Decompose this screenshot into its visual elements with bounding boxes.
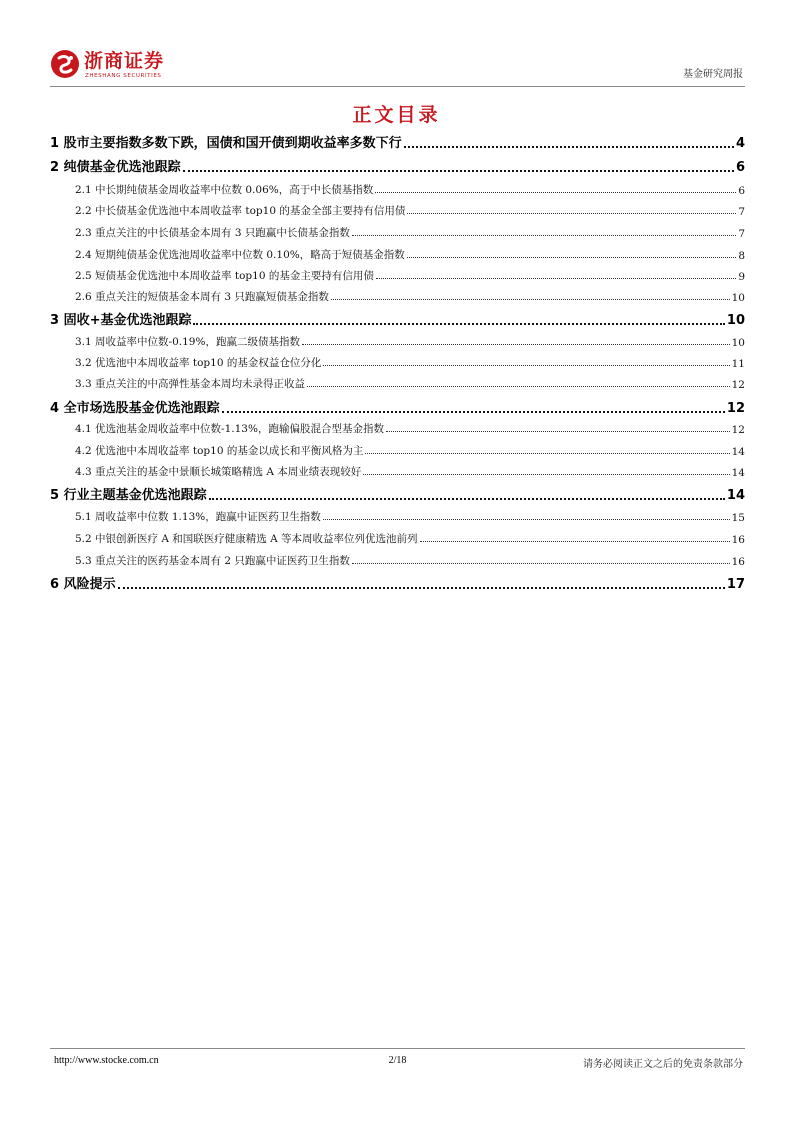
toc-dot-leader — [331, 299, 730, 300]
toc-section-entry[interactable] — [50, 247, 745, 262]
toc-entry-title: 3.2 优选池中本周收益率 top10 的基金权益仓位分化 — [75, 357, 322, 369]
toc-entry-title: 3.3 重点关注的中高弹性基金本周均未录得正收益 — [75, 378, 306, 390]
toc-entry-page-number: 17 — [726, 577, 745, 592]
toc-dot-leader — [365, 453, 729, 454]
toc-entry-title: 1 股市主要指数多数下跌，国债和国开债到期收益率多数下行 — [50, 136, 402, 151]
toc-entry-title: 4.1 优选池基金周收益率中位数-1.13%，跑输偏股混合型基金指数 — [75, 423, 384, 435]
toc-section-entry[interactable] — [50, 334, 745, 349]
toc-entry-title: 2 纯债基金优选池跟踪 — [50, 160, 181, 175]
footer-disclaimer: 请务必阅读正文之后的免责条款部分 — [583, 1059, 743, 1070]
toc-section-entry[interactable] — [50, 289, 745, 304]
toc-entry-title: 4.3 重点关注的基金中景顺长城策略精选 A 本周业绩表现较好 — [75, 466, 362, 478]
logo-chinese-name: 浙商证券 — [84, 50, 165, 72]
toc-entry-title: 2.4 短期纯债基金优选池周收益率中位数 0.10%，略高于短债基金指数 — [75, 249, 405, 261]
toc-entry-page-number: 14 — [731, 446, 745, 458]
toc-entry-page-number: 12 — [731, 379, 745, 391]
toc-entry-page-number: 15 — [731, 512, 745, 524]
toc-dot-leader — [375, 192, 736, 193]
toc-entry-page-number: 16 — [731, 534, 745, 546]
toc-dot-leader — [323, 365, 729, 366]
toc-chapter-entry[interactable] — [50, 574, 745, 592]
toc-entry-page-number: 9 — [738, 271, 745, 283]
toc-title: 正文目录 — [352, 104, 441, 126]
page-header — [50, 48, 745, 87]
toc-chapter-entry[interactable] — [50, 398, 745, 416]
toc-entry-page-number: 12 — [731, 424, 745, 436]
toc-chapter-entry[interactable] — [50, 485, 745, 503]
toc-entry-page-number: 10 — [731, 337, 745, 349]
toc-dot-leader — [386, 431, 730, 432]
toc-entry-page-number: 8 — [738, 250, 745, 262]
toc-dot-leader — [407, 257, 737, 258]
toc-entry-page-number: 7 — [738, 228, 745, 240]
toc-entry-title: 2.1 中长期纯债基金周收益率中位数 0.06%，高于中长债基指数 — [75, 184, 374, 196]
toc-entry-title: 2.2 中长债基金优选池中本周收益率 top10 的基金全部主要持有信用债 — [75, 205, 406, 217]
toc-entry-page-number: 14 — [726, 488, 745, 503]
toc-entry-title: 5.1 周收益率中位数 1.13%，跑赢中证医药卫生指数 — [75, 511, 321, 523]
company-logo — [50, 48, 250, 84]
toc-dot-leader — [376, 278, 736, 279]
toc-section-entry[interactable] — [50, 531, 745, 546]
toc-entry-page-number: 16 — [731, 556, 745, 568]
toc-section-entry[interactable] — [50, 443, 745, 458]
toc-entry-title: 2.3 重点关注的中长债基金本周有 3 只跑赢中长债基金指数 — [75, 227, 350, 239]
toc-section-entry[interactable] — [50, 509, 745, 524]
toc-entry-page-number: 4 — [735, 136, 745, 151]
toc-entry-page-number: 6 — [738, 185, 745, 197]
toc-entry-page-number: 10 — [726, 313, 745, 328]
logo-english-name: ZHESHANG SECURITIES — [85, 73, 162, 79]
footer-page-number: 2/18 — [388, 1055, 407, 1066]
toc-entry-page-number: 12 — [726, 401, 745, 416]
toc-dot-leader — [407, 213, 736, 214]
toc-entry-title: 5 行业主题基金优选池跟踪 — [50, 488, 207, 503]
toc-dot-leader — [404, 146, 734, 148]
toc-dot-leader — [222, 411, 725, 413]
toc-entry-title: 3 固收+基金优选池跟踪 — [50, 313, 192, 328]
toc-section-entry[interactable] — [50, 268, 745, 283]
toc-dot-leader — [118, 587, 725, 589]
toc-entry-title: 5.2 中银创新医疗 A 和国联医疗健康精选 A 等本周收益率位列优选池前列 — [75, 533, 418, 545]
toc-entry-title: 4.2 优选池中本周收益率 top10 的基金以成长和平衡风格为主 — [75, 445, 364, 457]
toc-entry-title: 5.3 重点关注的医药基金本周有 2 只跑赢中证医药卫生指数 — [75, 555, 350, 567]
toc-entry-page-number: 6 — [735, 160, 745, 175]
toc-chapter-entry[interactable] — [50, 133, 745, 151]
toc-entry-page-number: 11 — [731, 358, 745, 370]
page-footer — [50, 1048, 745, 1070]
toc-section-entry[interactable] — [50, 355, 745, 370]
toc-dot-leader — [323, 519, 730, 520]
toc-entry-title: 4 全市场选股基金优选池跟踪 — [50, 401, 220, 416]
report-type-label: 基金研究周报 — [683, 69, 743, 80]
toc-section-entry[interactable] — [50, 182, 745, 197]
toc-entry-title: 2.6 重点关注的短债基金本周有 3 只跑赢短债基金指数 — [75, 291, 329, 303]
toc-entry-title: 2.5 短债基金优选池中本周收益率 top10 的基金主要持有信用债 — [75, 270, 374, 282]
toc-section-entry[interactable] — [50, 553, 745, 568]
footer-url-link[interactable]: http://www.stocke.com.cn — [54, 1055, 159, 1066]
toc-dot-leader — [183, 170, 734, 172]
toc-dot-leader — [302, 344, 730, 345]
toc-chapter-entry[interactable] — [50, 310, 745, 328]
toc-section-entry[interactable] — [50, 203, 745, 218]
toc-entry-title: 3.1 周收益率中位数-0.19%，跑赢二级债基指数 — [75, 336, 300, 348]
toc-section-entry[interactable] — [50, 376, 745, 391]
toc-entry-page-number: 14 — [731, 467, 745, 479]
toc-dot-leader — [209, 498, 725, 500]
toc-entry-page-number: 10 — [731, 292, 745, 304]
toc-dot-leader — [352, 563, 730, 564]
toc-dot-leader — [193, 323, 724, 325]
toc-section-entry[interactable] — [50, 421, 745, 436]
toc-entry-title: 6 风险提示 — [50, 577, 116, 592]
toc-chapter-entry[interactable] — [50, 157, 745, 175]
toc-entry-page-number: 7 — [738, 206, 745, 218]
toc-dot-leader — [307, 386, 730, 387]
toc-dot-leader — [352, 235, 736, 236]
toc-section-entry[interactable] — [50, 225, 745, 240]
toc-dot-leader — [363, 474, 729, 475]
logo-mark-icon — [50, 49, 80, 79]
toc-dot-leader — [420, 541, 730, 542]
toc-section-entry[interactable] — [50, 464, 745, 479]
